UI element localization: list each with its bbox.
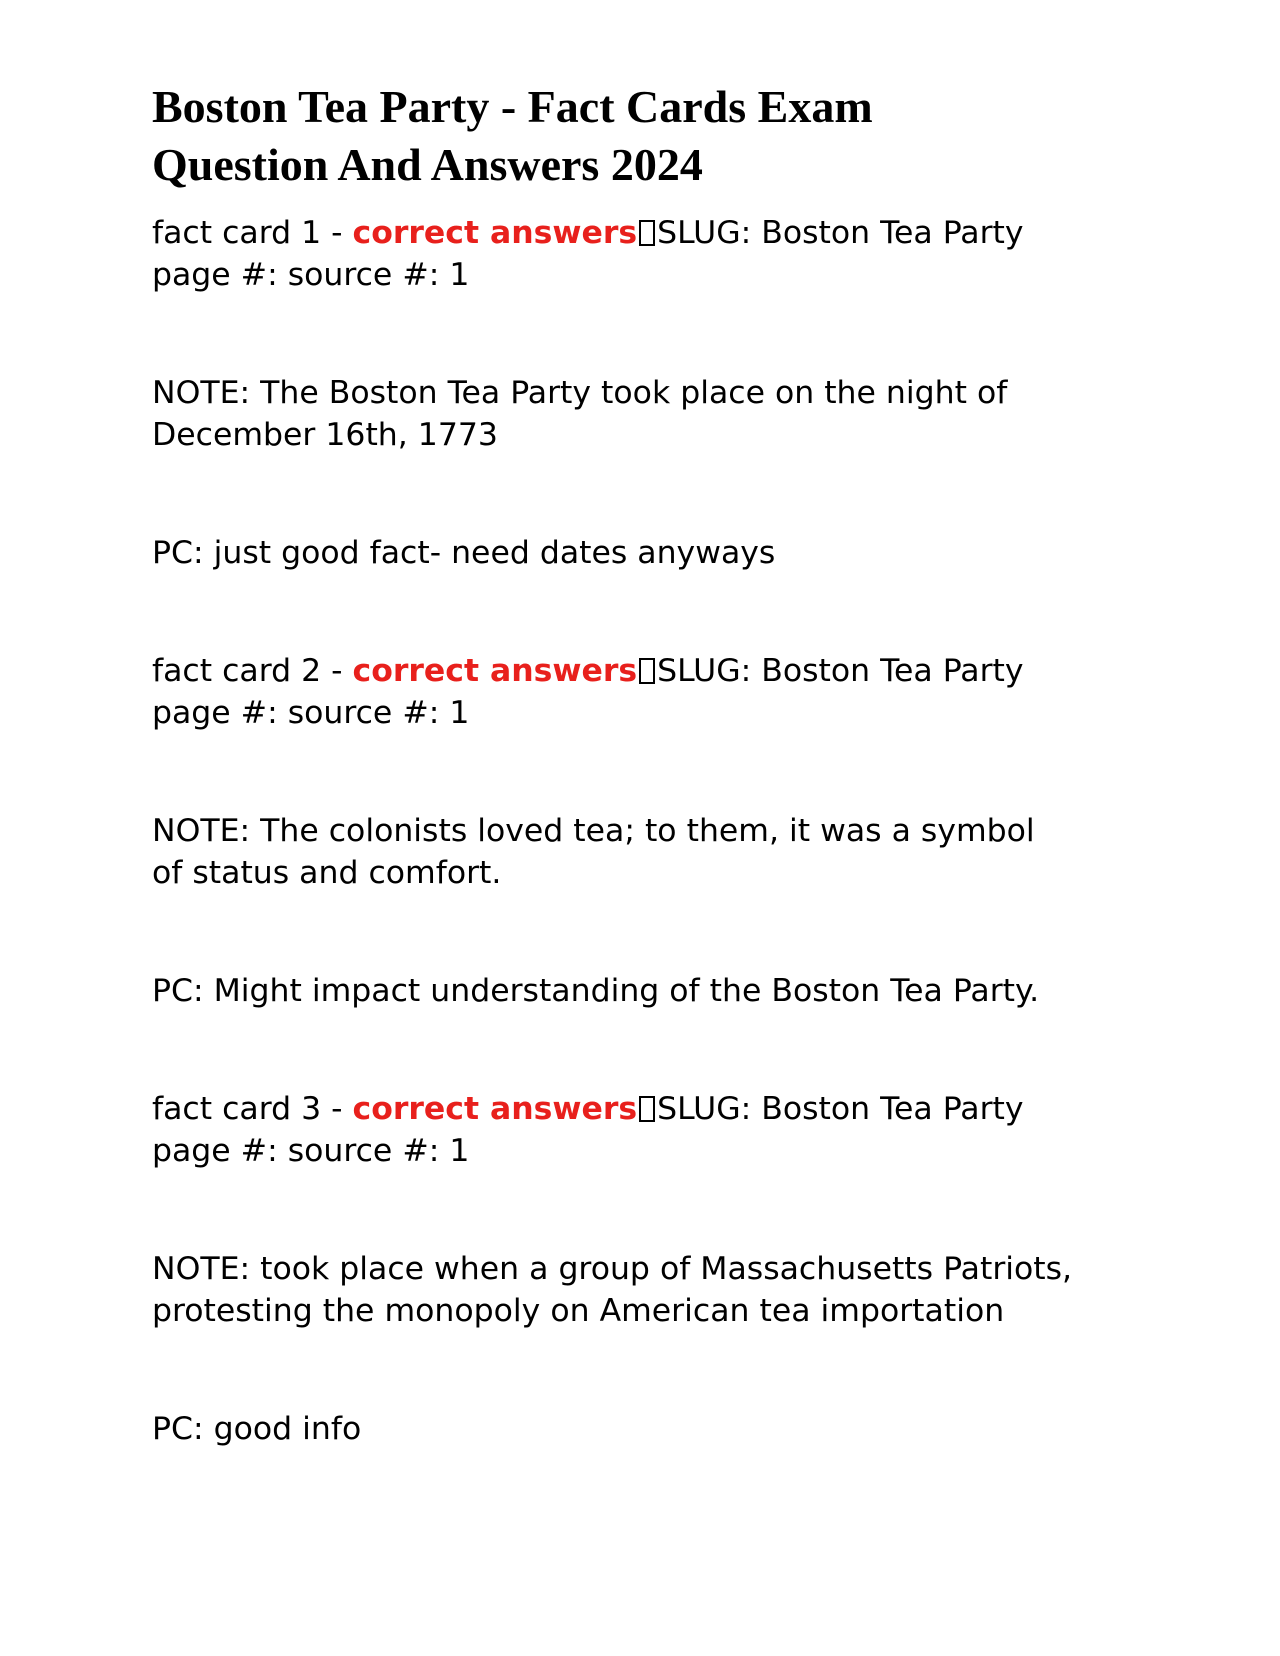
document-page [152, 78, 1152, 1450]
fact-card-3 [152, 1088, 1152, 1450]
fact-card-note: NOTE: The colonists loved tea; to them, it was a symbol of status and comfort. [152, 813, 1035, 891]
title-line-1: Boston Tea Party - Fact Cards Exam [152, 81, 873, 132]
slug-text: SLUG: Boston Tea Party [657, 1091, 1024, 1127]
slug-text: SLUG: Boston Tea Party [657, 215, 1024, 251]
page-source-text: page #: source #: 1 [152, 1133, 470, 1169]
page-source-text: page #: source #: 1 [152, 695, 470, 731]
document-title [152, 78, 1152, 194]
fact-card-pc: PC: Might impact understanding of the Boston Tea Party. [152, 973, 1040, 1009]
fact-card-header [152, 212, 1152, 296]
missing-glyph-box-icon [639, 220, 655, 246]
fact-card-2 [152, 650, 1152, 1088]
slug-text: SLUG: Boston Tea Party [657, 653, 1024, 689]
title-line-2: Question And Answers 2024 [152, 139, 703, 190]
fact-card-label: fact card 1 - [152, 215, 353, 251]
fact-card-note: NOTE: took place when a group of Massachusetts Patriots, protesting the monopoly on American tea importation [152, 1251, 1073, 1329]
fact-card-label: fact card 3 - [152, 1091, 353, 1127]
fact-card-header [152, 650, 1152, 734]
correct-answers-label: correct answers [352, 1091, 638, 1127]
fact-card-note: NOTE: The Boston Tea Party took place on the night of December 16th, 1773 [152, 375, 1008, 453]
correct-answers-label: correct answers [352, 215, 638, 251]
fact-card-pc: PC: good info [152, 1411, 362, 1447]
correct-answers-label: correct answers [352, 653, 638, 689]
page-source-text: page #: source #: 1 [152, 257, 470, 293]
missing-glyph-box-icon [639, 1096, 655, 1122]
fact-card-label: fact card 2 - [152, 653, 353, 689]
missing-glyph-box-icon [639, 658, 655, 684]
fact-card-pc: PC: just good fact- need dates anyways [152, 535, 776, 571]
fact-card-1 [152, 212, 1152, 650]
fact-card-header [152, 1088, 1152, 1172]
